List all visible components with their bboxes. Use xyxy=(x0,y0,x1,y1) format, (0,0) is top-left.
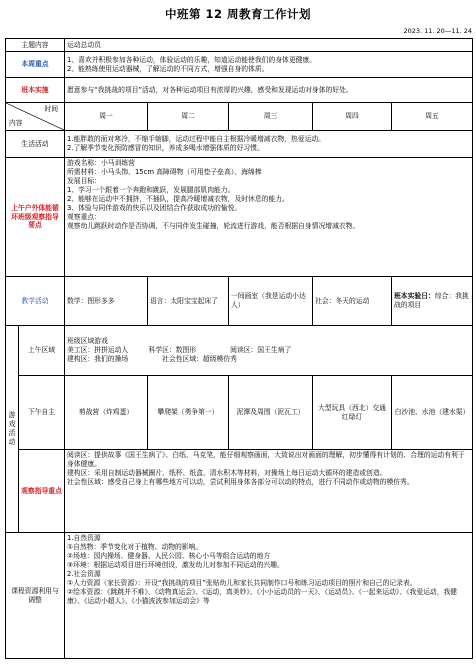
observe-line: 社会性区域：感受自己身上有哪些地方可以动，尝试利用身体各部分可以动的特点，进行不同动作或动物的模仿秀。 xyxy=(67,477,414,486)
theme-value: 运动总动员 xyxy=(65,39,473,52)
resources-line: ②场地：园内操场、健身器、人民公园、核心小马等组合运动的地方 xyxy=(67,551,271,560)
focus-label: 本周重点 xyxy=(6,52,65,78)
resources-line: ②绘本资源：《跳跳并不难》、《动物真运会》、《运动，真美妙》、《小小运动员的一天》、《运动员》、《一起来运动》、《我爱运动，我健康》、《运动小超人》、《小猫波波参加运动会》等 xyxy=(67,587,458,605)
focus-content xyxy=(65,52,473,78)
observe-line: 阅读区：提供故事《国王生病了》、白纸、马克笔，能仔细观察画面，大致说出对画面的理解，初步懂得有计划的、合理的运动有利于身体健康。 xyxy=(67,451,465,468)
feature-content: 愿意参与“我挑战的项目”活动，对各种运动项目有浓厚的兴趣，感受和发现运动对身体的好处。 xyxy=(65,78,473,103)
am-area-line: 美工区：拼拼运动人 科学区：数图形 阅读区：国王生病了 xyxy=(67,346,292,355)
day-thursday: 周四 xyxy=(313,103,392,131)
day-friday: 周五 xyxy=(392,103,473,131)
pm-free-friday: 白沙池、水池（建水渠） xyxy=(392,376,473,450)
pm-free-label: 下午自主 xyxy=(19,376,65,450)
plan-date: 2023. 11. 20—11. 24 xyxy=(403,27,472,35)
time-label: 时间 xyxy=(44,105,58,113)
resources-line: ③环境：根据运动项目进行环境创设，激发幼儿对参加不同运动的兴趣。 xyxy=(67,560,284,569)
am-line: 所需材料：小马头饰、15cm 高障碍物（可用垫子垒高）、海绵棒 xyxy=(67,167,262,176)
am-area-line: 班级区域游戏 xyxy=(67,337,108,346)
teaching-monday: 数学：图形多多 xyxy=(65,277,148,326)
resources-line: 1.自然资源 xyxy=(67,534,101,542)
time-content-header xyxy=(6,103,65,131)
weekly-plan-table xyxy=(5,38,473,659)
am-area-content xyxy=(65,326,473,376)
life-line: 1.能胖敢的面对寒冷，不缩手缩脚，运动过程中能自主根据冷暖增减衣物，热爱运动。 xyxy=(67,135,325,144)
feature-label: 班本实施 xyxy=(6,78,65,103)
am-outdoor-label: 上午户外体能循环班级观察指导要点 xyxy=(6,158,65,277)
teaching-wednesday: 一间画室（我是运动小达人） xyxy=(229,277,313,326)
focus-line: 2、能熟练使用运动器械，了解运动的不同方式，增强自身的体质。 xyxy=(67,64,269,73)
resources-label: 课程资源利用与调整 xyxy=(6,533,65,659)
resources-line: 2.社会资源 xyxy=(67,569,101,578)
teaching-friday xyxy=(392,277,473,326)
teaching-tuesday: 语言：太阳宝宝起床了 xyxy=(148,277,229,326)
resources-line: ①人力资源（家长资源）：开设“我挑战的项目”张贴幼儿和家长共同制作口号和练习运动项目的照片和自己的记录表。 xyxy=(67,578,417,587)
am-line: 观察重点： xyxy=(67,212,101,221)
content-label: 内容 xyxy=(9,119,23,128)
page-title: 中班第 12 周教育工作计划 xyxy=(164,7,311,21)
am-area-line: 建构区：我们的操场 社会性区域：超级模仿秀 xyxy=(67,354,237,363)
games-label: 游戏活动 xyxy=(6,326,19,533)
am-line: 发展目标： xyxy=(67,176,101,185)
theme-label: 主题内容 xyxy=(6,39,65,52)
life-content xyxy=(65,131,473,158)
life-line: 2.了解季节变化预防感冒的知识，养成多喝水增强体质的好习惯。 xyxy=(67,144,264,152)
pm-free-tuesday: 攀爬架（勇争第一） xyxy=(148,376,229,450)
am-line: 2、能够在运动中不拥挤，不插队，提高冷暖增减衣物，及时休息的能力。 xyxy=(67,194,289,203)
day-monday: 周一 xyxy=(65,103,148,131)
teaching-label: 教学活动 xyxy=(6,277,65,326)
am-outdoor-content xyxy=(65,158,473,277)
life-label: 生活活动 xyxy=(6,131,65,158)
pm-free-wednesday: 泥潭及周围（泥瓦工） xyxy=(229,376,313,450)
teaching-friday-tag: 班本实验日： xyxy=(394,292,435,301)
am-line: 游戏名称：小马训练营 xyxy=(67,159,135,167)
resources-line: ①自然物：季节变化对于植物、动物的影响。 xyxy=(67,542,203,551)
day-tuesday: 周二 xyxy=(148,103,229,131)
resources-content xyxy=(65,533,473,659)
pm-free-thursday: 大型玩具（西北）交通红绿灯 xyxy=(313,376,392,450)
day-wednesday: 周三 xyxy=(229,103,313,131)
am-area-label: 上午区域 xyxy=(19,326,65,376)
observe-label: 观察指导重点 xyxy=(19,450,65,533)
focus-line: 1、喜欢并积极参加各种运动，体验运动的乐趣，知道运动能使我们的身体更健康。 xyxy=(67,55,317,64)
am-line: 1、学习一个跟着一个奔跑和跳跃，发展腿部肌肉能力。 xyxy=(67,185,235,194)
am-line: 观察幼儿跳跃时动作是否协调，不与同伴发生碰撞，轮流进行游戏，能否根据自身情况增减衣物。 xyxy=(67,221,360,230)
pm-free-monday: 剪战营（炸鸡蛋） xyxy=(65,376,148,450)
observe-content xyxy=(65,450,473,533)
observe-line: 建构区：采用自制运动器械圈片、纸杯、纸盒、清水积木等材料，对操场上每日运动大循环的建造或创造。 xyxy=(67,468,387,477)
teaching-thursday: 社会：冬天的运动 xyxy=(313,277,392,326)
am-line: 3、体验与同伴游戏的快乐以及团结合作获取成功的愉悦。 xyxy=(67,203,242,212)
teaching-friday-text: 综合：我挑战的项目 xyxy=(394,292,469,309)
